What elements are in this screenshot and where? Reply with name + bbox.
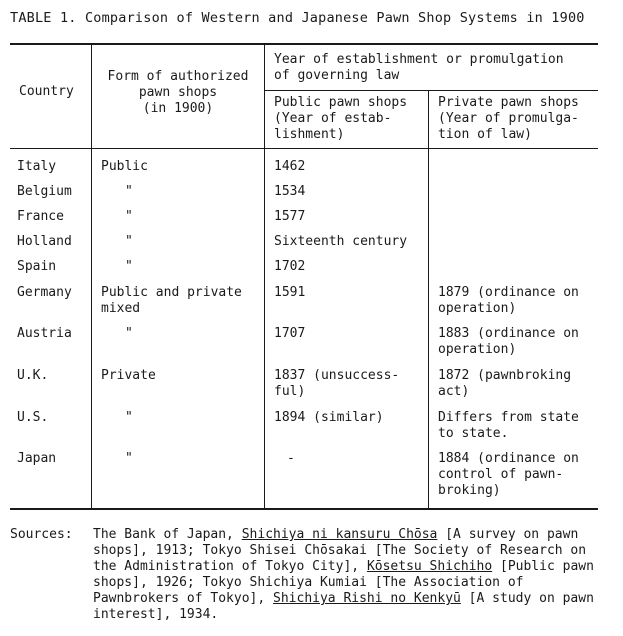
cell-form: " (125, 209, 133, 224)
column-divider-2 (264, 45, 265, 508)
cell-public: 1894 (similar) (274, 410, 384, 425)
sources-text-part: The Bank of Japan, (93, 527, 242, 542)
cell-form: " (125, 326, 133, 341)
cell-public: - (287, 451, 295, 466)
sources-text-part: [A survey on pawn shops], 1913; Tokyo Shisei Chōsakai [The Society of Research on the Administration of Tokyo City], (93, 527, 587, 574)
cell-country: Spain (17, 259, 57, 274)
cell-country: U.K. (17, 368, 49, 383)
table-title: TABLE 1. Comparison of Western and Japanese Pawn Shop Systems in 1900 (10, 10, 585, 26)
header-year: Year of establishment or promulgation of governing law (274, 52, 564, 83)
cell-country: France (17, 209, 64, 224)
cell-form: " (125, 259, 133, 274)
cell-country: Belgium (17, 184, 72, 199)
cell-public: 1591 (274, 285, 306, 300)
cell-country: Holland (17, 234, 72, 249)
cell-form: Public and private mixed (101, 285, 242, 316)
cell-public: 1462 (274, 159, 306, 174)
sources-text-part: [A study on pawn interest], 1934. (93, 591, 594, 622)
cell-public: 1534 (274, 184, 306, 199)
cell-country: U.S. (17, 410, 49, 425)
cell-private: 1884 (ordinance on control of pawn- broking) (438, 451, 579, 498)
cell-form: " (125, 184, 133, 199)
cell-private: 1879 (ordinance on operation) (438, 285, 579, 316)
cell-country: Germany (17, 285, 72, 300)
cell-country: Austria (17, 326, 72, 341)
header-form: Form of authorized pawn shops (in 1900) (107, 69, 249, 116)
cell-country: Japan (17, 451, 57, 466)
cell-private: 1883 (ordinance on operation) (438, 326, 579, 357)
cell-form: " (125, 234, 133, 249)
cell-form: Public (101, 159, 148, 174)
cell-private: Differs from state to state. (438, 410, 579, 441)
cell-form: Private (101, 368, 156, 383)
cell-public: 1837 (unsuccess- ful) (274, 368, 400, 399)
cell-public: 1702 (274, 259, 306, 274)
cell-form: " (125, 410, 133, 425)
sources-text-part: [Public pawn shops], 1926; Tokyo Shichiya Kumiai [The Association of Pawnbrokers of Tokyo], (93, 559, 594, 606)
source-title-kosetsu-shichiho: Kōsetsu Shichiho (366, 559, 493, 574)
header-public-pawn-shops: Public pawn shops (Year of estab- lishment) (274, 95, 408, 142)
source-title-shichiya-rishi: Shichiya Rishi no Kenkyū (273, 591, 461, 606)
cell-public: 1577 (274, 209, 306, 224)
subheader-rule (264, 90, 598, 91)
cell-country: Italy (17, 159, 57, 174)
source-title-shichiya-chosa: Shichiya ni kansuru Chōsa (241, 527, 438, 542)
table-bottom-rule (10, 508, 598, 510)
column-divider-1 (91, 45, 92, 508)
table-top-rule (10, 43, 598, 45)
cell-private: 1872 (pawnbroking act) (438, 368, 572, 399)
header-country: Country (19, 84, 74, 99)
cell-form: " (125, 451, 133, 466)
cell-public: 1707 (274, 326, 306, 341)
header-private-pawn-shops: Private pawn shops (Year of promulga- tion of law) (438, 95, 579, 142)
table-header-rule (10, 148, 598, 149)
column-divider-3 (428, 91, 429, 508)
sources-text (93, 527, 603, 623)
cell-public: Sixteenth century (274, 234, 408, 249)
sources-label: Sources: (10, 527, 73, 542)
